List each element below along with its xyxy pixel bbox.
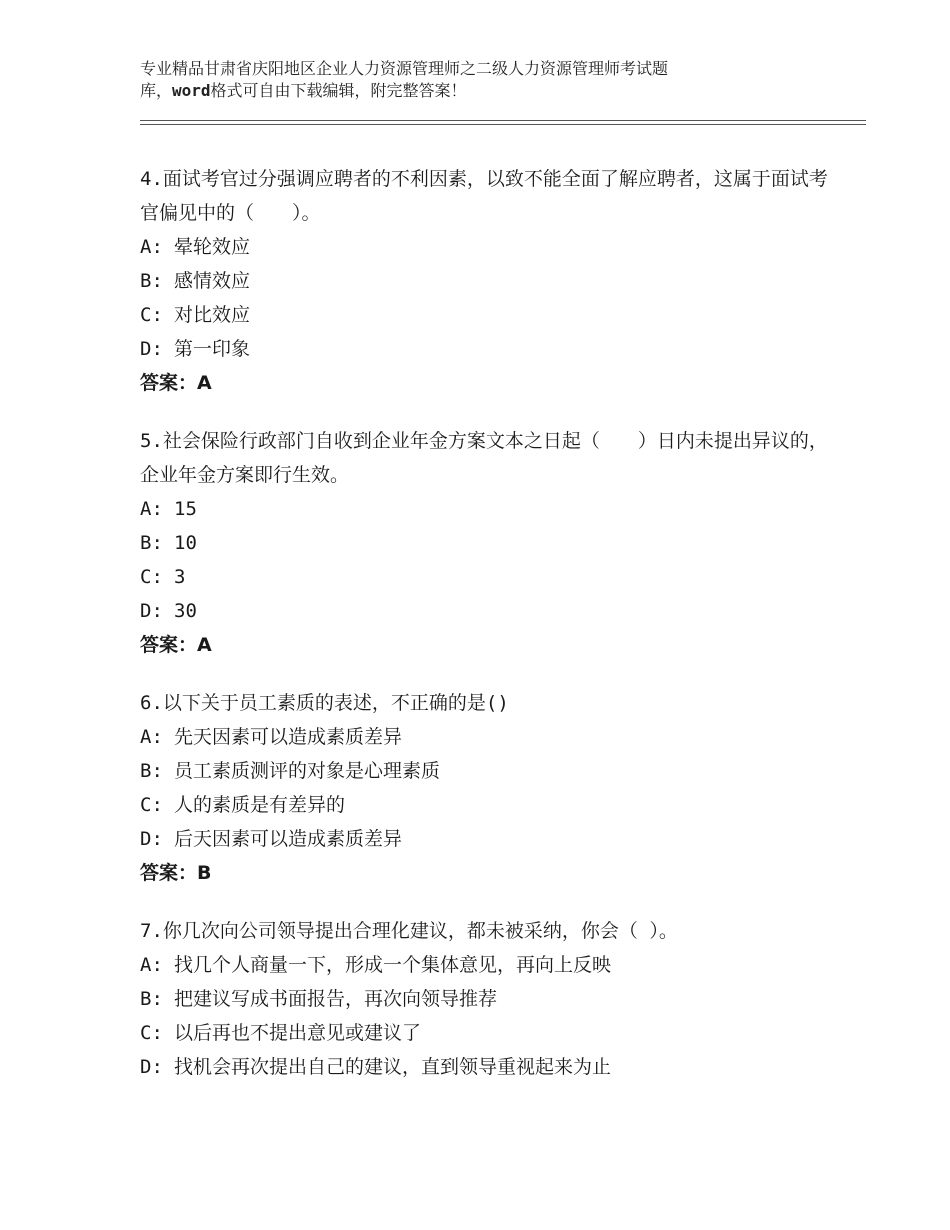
option-text: 以后再也不提出意见或建议了 xyxy=(174,1022,422,1044)
question-6 xyxy=(140,686,840,890)
header-line-2-pre: 库， xyxy=(140,81,173,100)
option-a xyxy=(140,720,840,754)
option-b xyxy=(140,754,840,788)
question-4 xyxy=(140,162,840,400)
option-key: D: xyxy=(140,828,163,850)
option-text: 先天因素可以造成素质差异 xyxy=(174,726,403,748)
header-line-1: 专业精品甘肃省庆阳地区企业人力资源管理师之二级人力资源管理师考试题 xyxy=(140,59,669,78)
option-text: 第一印象 xyxy=(174,338,251,360)
option-key: C: xyxy=(140,566,163,588)
header-line-2 xyxy=(140,80,780,102)
option-text: 找机会再次提出自己的建议，直到领导重视起来为止 xyxy=(174,1056,612,1078)
option-b xyxy=(140,982,840,1016)
option-text: 10 xyxy=(174,532,197,554)
question-text: 7.你几次向公司领导提出合理化建议，都未被采纳，你会（ ）。 xyxy=(140,920,678,942)
question-5 xyxy=(140,424,840,662)
option-d xyxy=(140,594,840,628)
option-key: C: xyxy=(140,794,163,816)
option-text: 晕轮效应 xyxy=(174,236,251,258)
option-key: A: xyxy=(140,954,163,976)
question-text: 6.以下关于员工素质的表述，不正确的是() xyxy=(140,692,509,714)
option-key: C: xyxy=(140,304,163,326)
option-c xyxy=(140,560,840,594)
option-key: A: xyxy=(140,726,163,748)
option-text: 把建议写成书面报告，再次向领导推荐 xyxy=(174,988,498,1010)
answer-label: 答案：B xyxy=(140,862,212,884)
option-key: C: xyxy=(140,1022,163,1044)
option-a xyxy=(140,492,840,526)
question-text: 4.面试考官过分强调应聘者的不利因素，以致不能全面了解应聘者，这属于面试考官偏见中的（ ）。 xyxy=(140,168,828,224)
option-text: 3 xyxy=(174,566,186,588)
option-d xyxy=(140,332,840,366)
option-a xyxy=(140,230,840,264)
option-text: 人的素质是有差异的 xyxy=(174,794,346,816)
option-key: D: xyxy=(140,1056,163,1078)
option-b xyxy=(140,526,840,560)
answer-label: 答案：A xyxy=(140,372,212,394)
option-key: B: xyxy=(140,760,163,782)
option-text: 员工素质测评的对象是心理素质 xyxy=(174,760,441,782)
document-header xyxy=(140,58,780,102)
answer-label: 答案：A xyxy=(140,634,212,656)
option-key: A: xyxy=(140,498,163,520)
option-text: 15 xyxy=(174,498,197,520)
option-key: B: xyxy=(140,532,163,554)
option-c xyxy=(140,298,840,332)
option-key: D: xyxy=(140,600,163,622)
option-key: A: xyxy=(140,236,163,258)
option-d xyxy=(140,1050,840,1084)
header-word: word xyxy=(172,81,211,100)
option-key: B: xyxy=(140,270,163,292)
option-text: 感情效应 xyxy=(174,270,251,292)
question-list xyxy=(140,162,840,1108)
option-text: 后天因素可以造成素质差异 xyxy=(174,828,403,850)
option-key: B: xyxy=(140,988,163,1010)
option-c xyxy=(140,788,840,822)
question-text: 5.社会保险行政部门自收到企业年金方案文本之日起（ ）日内未提出异议的，企业年金方案即行生效。 xyxy=(140,430,828,486)
header-divider xyxy=(140,120,866,125)
header-line-2-post: 格式可自由下载编辑，附完整答案！ xyxy=(210,81,467,100)
option-key: D: xyxy=(140,338,163,360)
question-7 xyxy=(140,914,840,1084)
option-b xyxy=(140,264,840,298)
option-text: 找几个人商量一下，形成一个集体意见，再向上反映 xyxy=(174,954,612,976)
option-a xyxy=(140,948,840,982)
option-d xyxy=(140,822,840,856)
option-c xyxy=(140,1016,840,1050)
option-text: 30 xyxy=(174,600,197,622)
option-text: 对比效应 xyxy=(174,304,251,326)
